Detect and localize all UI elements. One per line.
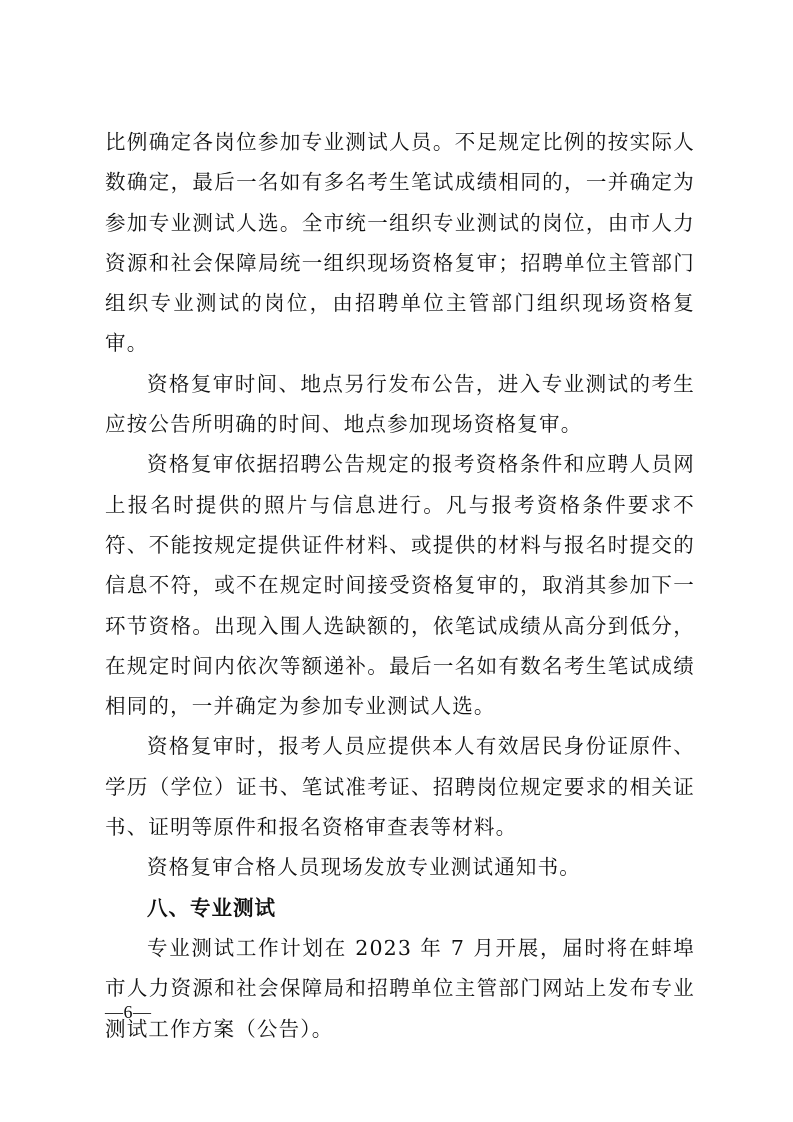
section-heading-professional-test: 八、专业测试 (147, 895, 276, 920)
paragraph-test-notice: 资格复审合格人员现场发放专业测试通知书。 (147, 855, 581, 880)
paragraph-qualification-ratio: 比例确定各岗位参加专业测试人员。不足规定比例的按实际人数确定，最后一名如有多名考生笔试成绩相同的，一并确定为参加专业测试人选。全市统一组织专业测试的岗位，由市人力资源和社会保障局统一组织现场资格复审；招聘单位主管部门组织专业测试的岗位，由招聘单位主管部门组织现场资格复审。 (105, 130, 695, 356)
page-number: —6— (105, 1002, 152, 1022)
paragraph-required-documents: 资格复审时，报考人员应提供本人有效居民身份证原件、学历（学位）证书、笔试准考证、招聘岗位规定要求的相关证书、证明等原件和报名资格审查表等材料。 (105, 734, 695, 840)
paragraph-review-basis: 资格复审依据招聘公告规定的报考资格条件和应聘人员网上报名时提供的照片与信息进行。凡与报考资格条件要求不符、不能按规定提供证件材料、或提供的材料与报名时提交的信息不符，或不在规定时间接受资格复审的，取消其参加下一环节资格。出现入围人选缺额的，依笔试成绩从高分到低分，在规定时间内依次等额递补。最后一名如有数名考生笔试成绩相同的，一并确定为参加专业测试人选。 (105, 452, 695, 719)
document-body (105, 122, 695, 1049)
paragraph-test-schedule: 专业测试工作计划在 2023 年 7 月开展，届时将在蚌埠市人力资源和社会保障局和招聘单位主管部门网站上发布专业测试工作方案（公告）。 (105, 935, 695, 1041)
paragraph-review-time-place: 资格复审时间、地点另行发布公告，进入专业测试的考生应按公告所明确的时间、地点参加现场资格复审。 (105, 371, 695, 437)
